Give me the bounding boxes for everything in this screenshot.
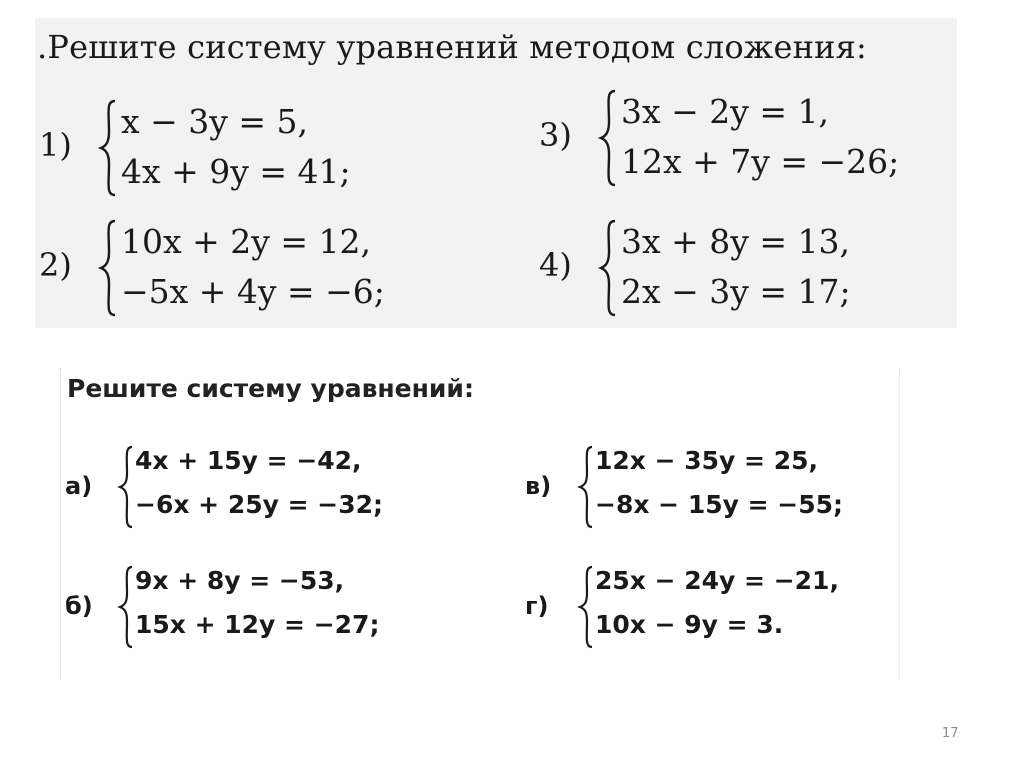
problem-4 (539, 218, 949, 318)
problem-1 (39, 98, 499, 198)
equation-1: 3x − 2y = 1, (621, 92, 829, 131)
equation-2: 12x + 7y = −26; (621, 142, 900, 181)
equation-2: 10x − 9y = 3. (595, 610, 784, 639)
equation-2: 4x + 9y = 41; (121, 152, 351, 191)
section-a-heading: .Решите систему уравнений методом сложения: (37, 28, 868, 66)
equation-2: 2x − 3y = 17; (621, 272, 851, 311)
problem-v (525, 444, 895, 530)
problem-label: 3) (539, 116, 572, 154)
brace-icon (97, 98, 119, 198)
problem-label: 1) (39, 126, 72, 164)
brace-icon (577, 444, 595, 530)
problem-label: а) (65, 472, 93, 500)
textbook-excerpt-solve-system (60, 368, 900, 680)
brace-icon (97, 218, 119, 318)
problem-a (65, 444, 485, 530)
problem-2 (39, 218, 499, 318)
equation-2: −6x + 25y = −32; (135, 490, 383, 519)
problem-b (65, 564, 485, 650)
equation-2: −8x − 15y = −55; (595, 490, 843, 519)
equation-1: x − 3y = 5, (121, 102, 308, 141)
equation-1: 4x + 15y = −42, (135, 446, 362, 475)
section-b-heading: Решите систему уравнений: (67, 374, 474, 403)
equation-2: 15x + 12y = −27; (135, 610, 380, 639)
slide-number: 17 (942, 726, 959, 741)
textbook-excerpt-addition-method (35, 18, 957, 328)
problem-label: б) (65, 592, 93, 620)
brace-icon (117, 444, 135, 530)
brace-icon (117, 564, 135, 650)
equation-1: 3x + 8y = 13, (621, 222, 850, 261)
problem-label: в) (525, 472, 552, 500)
brace-icon (577, 564, 595, 650)
brace-icon (597, 218, 619, 318)
brace-icon (597, 88, 619, 188)
equation-1: 10x + 2y = 12, (121, 222, 371, 261)
problem-label: 4) (539, 246, 572, 284)
equation-1: 25x − 24y = −21, (595, 566, 839, 595)
problem-label: г) (525, 592, 549, 620)
problem-g (525, 564, 895, 650)
problem-label: 2) (39, 246, 72, 284)
equation-2: −5x + 4y = −6; (121, 272, 385, 311)
equation-1: 9x + 8y = −53, (135, 566, 345, 595)
problem-3 (539, 88, 949, 188)
equation-1: 12x − 35y = 25, (595, 446, 818, 475)
